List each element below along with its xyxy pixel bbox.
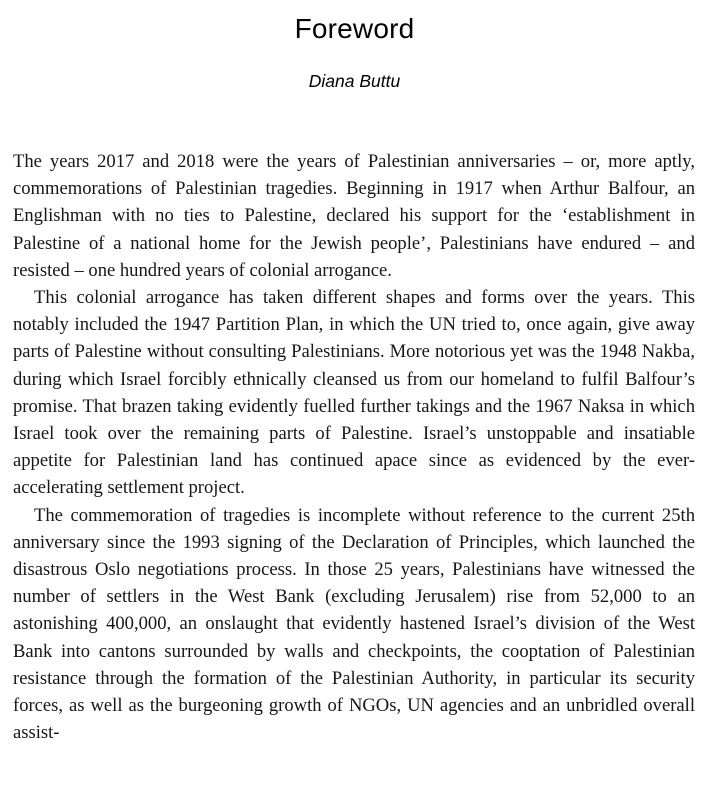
paragraph-1: The years 2017 and 2018 were the years of Palestinian anniversaries – or, more aptly, commemorations of Palestinian tragedies. Beginning in 1917 when Arthur Balfour, an Englishman with no ties to Palestine, declared his support for the ‘establishment in Palestine of a national home for the Jewish people’, Palestinians have endured – and resisted – one hundred years of colonial arrogance. [13, 151, 695, 281]
paragraph-3: The commemoration of tragedies is incomplete without reference to the current 25th anniversary since the 1993 signing of the Declaration of Principles, which launched the disastrous Oslo negotiations process. In those 25 years, Palestinians have witnessed the number of settlers in the West Bank (excluding Jerusalem) rise from 52,000 to an astonishing 400,000, an onslaught that evidently hastened Israel’s division of the West Bank into cantons surrounded by walls and checkpoints, the cooptation of Palestinian resistance through the formation of the Palestinian Authority, in particular its security forces, as well as the burgeoning growth of NGOs, UN agencies and an unbridled overall assist- [13, 504, 695, 744]
body-text-block [13, 148, 695, 746]
page-title: Foreword [294, 13, 415, 44]
chapter-author-byline: Diana Buttu [308, 70, 401, 91]
paragraph-2: This colonial arrogance has taken different shapes and forms over the years. This notably included the 1947 Partition Plan, in which the UN tried to, once again, give away parts of Palestine without consulting Palestinians. More notorious yet was the 1948 Nakba, during which Israel forcibly ethnically cleansed us from our homeland to fulfil Balfour’s promise. That brazen taking evidently fuelled further takings and the 1967 Naksa in which Israel took over the remaining parts of Palestine. Israel’s unstoppable and insatiable appetite for Palestinian land has continued apace since as evidenced by the ever-accelerating settlement project. [13, 287, 695, 499]
